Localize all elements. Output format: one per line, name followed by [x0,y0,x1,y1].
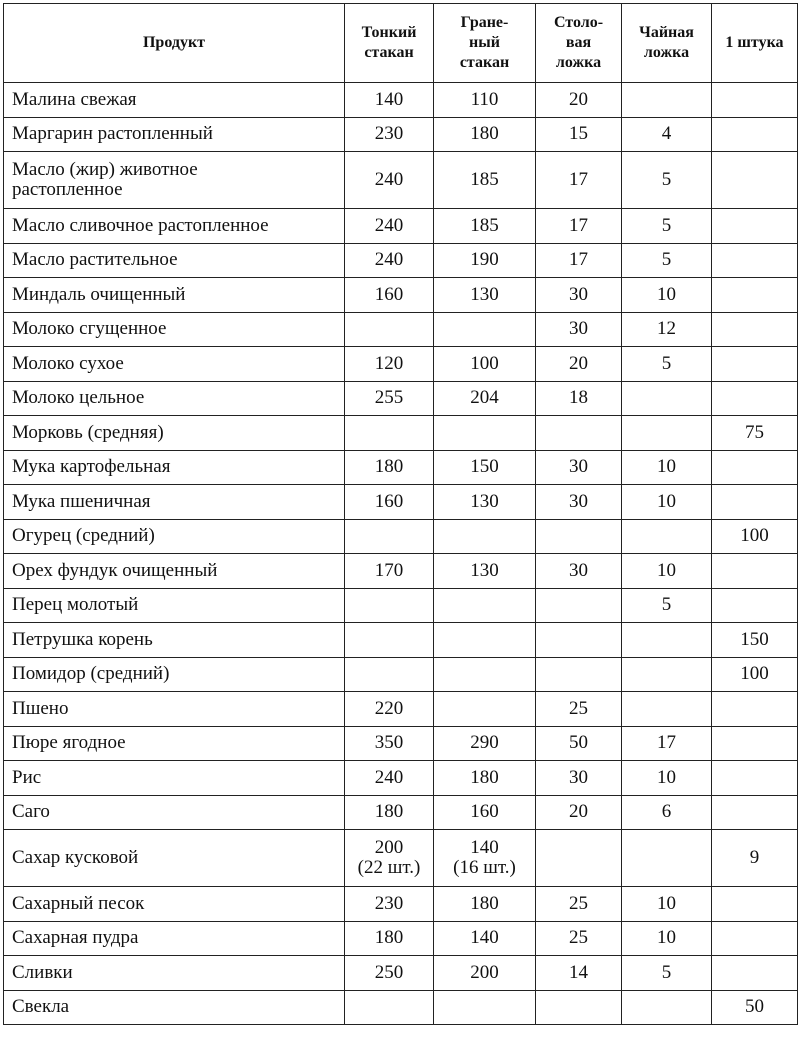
cell-thin: 180 [345,450,434,485]
table-row [4,657,798,692]
cell-tsp [622,657,712,692]
cell-thin [345,623,434,658]
header-product: Продукт [4,4,345,83]
cell-tsp: 10 [622,554,712,589]
cell-faceted: 180 [434,887,536,922]
cell-tbsp: 15 [536,117,622,152]
table-row [4,795,798,830]
table-row [4,830,798,887]
table-row [4,887,798,922]
cell-tbsp [536,416,622,451]
cell-piece [712,726,798,761]
cell-thin [345,312,434,347]
cell-tbsp: 30 [536,312,622,347]
cell-note: (16 шт.) [453,857,516,878]
table-row [4,921,798,956]
cell-product: Мука пшеничная [4,485,345,520]
table-row [4,312,798,347]
cell-tbsp: 14 [536,956,622,991]
cell-product: Маргарин растопленный [4,117,345,152]
cell-piece [712,921,798,956]
cell-tsp: 5 [622,209,712,244]
cell-piece [712,450,798,485]
cell-tbsp: 25 [536,692,622,727]
cell-tsp [622,830,712,887]
cell-thin: 240 [345,761,434,796]
cell-faceted: 100 [434,347,536,382]
table-row [4,692,798,727]
cell-tbsp: 18 [536,381,622,416]
cell-thin [345,830,434,887]
cell-thin: 250 [345,956,434,991]
cell-tbsp: 30 [536,554,622,589]
cell-thin [345,519,434,554]
cell-thin [345,990,434,1025]
cell-piece [712,209,798,244]
cell-faceted: 180 [434,761,536,796]
cell-tbsp [536,588,622,623]
cell-piece [712,887,798,922]
cell-faceted: 200 [434,956,536,991]
cell-tsp: 10 [622,921,712,956]
cell-product: Орех фундук очищенный [4,554,345,589]
cell-product: Малина свежая [4,83,345,118]
cell-tbsp [536,623,622,658]
cell-faceted [434,623,536,658]
cell-thin: 240 [345,209,434,244]
table-row [4,519,798,554]
cell-thin: 170 [345,554,434,589]
header-one-piece: 1 штука [712,4,798,83]
cell-product: Сахарный песок [4,887,345,922]
table-row [4,623,798,658]
cell-tbsp: 30 [536,485,622,520]
cell-tsp: 6 [622,795,712,830]
cell-tbsp [536,990,622,1025]
table-row [4,990,798,1025]
measures-table [3,3,798,1025]
cell-thin: 160 [345,278,434,313]
cell-tbsp: 17 [536,152,622,209]
cell-product: Огурец (средний) [4,519,345,554]
cell-faceted: 130 [434,485,536,520]
cell-piece: 150 [712,623,798,658]
cell-product: Миндаль очищенный [4,278,345,313]
cell-value: 200 [374,837,404,858]
cell-tbsp: 30 [536,450,622,485]
cell-tbsp: 50 [536,726,622,761]
cell-tbsp [536,830,622,887]
table-row [4,209,798,244]
table-row [4,243,798,278]
cell-thin: 255 [345,381,434,416]
cell-product: Морковь (средняя) [4,416,345,451]
cell-product: Перец молотый [4,588,345,623]
cell-product: Масло сливочное растопленное [4,209,345,244]
cell-faceted: 185 [434,152,536,209]
cell-piece [712,312,798,347]
cell-thin: 180 [345,795,434,830]
table-row [4,278,798,313]
cell-tsp [622,692,712,727]
cell-thin: 230 [345,887,434,922]
cell-faceted [434,692,536,727]
cell-piece [712,83,798,118]
cell-faceted: 204 [434,381,536,416]
cell-tbsp: 25 [536,921,622,956]
cell-tbsp: 20 [536,795,622,830]
table-row [4,83,798,118]
cell-piece [712,795,798,830]
cell-tbsp: 30 [536,761,622,796]
cell-tbsp: 20 [536,347,622,382]
cell-product: Сахар кусковой [4,830,345,887]
cell-piece [712,692,798,727]
table-row [4,485,798,520]
cell-piece [712,347,798,382]
cell-tsp [622,83,712,118]
cell-tbsp: 25 [536,887,622,922]
cell-thin: 220 [345,692,434,727]
cell-piece [712,956,798,991]
cell-faceted [434,312,536,347]
cell-product: Масло растительное [4,243,345,278]
cell-tsp: 5 [622,588,712,623]
cell-tbsp [536,519,622,554]
cell-thin [345,416,434,451]
cell-product: Молоко цельное [4,381,345,416]
cell-piece [712,152,798,209]
table-row [4,726,798,761]
cell-thin: 140 [345,83,434,118]
measures-table-wrapper [3,3,798,1025]
cell-tsp: 5 [622,152,712,209]
cell-tsp [622,623,712,658]
cell-tbsp: 17 [536,209,622,244]
cell-tsp [622,990,712,1025]
table-row [4,554,798,589]
cell-tbsp: 30 [536,278,622,313]
cell-tsp: 10 [622,761,712,796]
cell-thin: 240 [345,243,434,278]
cell-product: Сливки [4,956,345,991]
cell-piece: 9 [712,830,798,887]
cell-tsp: 17 [622,726,712,761]
cell-tsp: 10 [622,485,712,520]
cell-tsp: 5 [622,347,712,382]
header-thin-glass: Тонкий стакан [345,4,434,83]
cell-tbsp [536,657,622,692]
cell-piece [712,243,798,278]
cell-piece [712,761,798,796]
cell-faceted: 140 [434,921,536,956]
cell-piece [712,381,798,416]
cell-thin: 230 [345,117,434,152]
table-row [4,117,798,152]
table-row [4,347,798,382]
cell-tsp [622,416,712,451]
table-row [4,450,798,485]
cell-piece [712,588,798,623]
cell-faceted: 130 [434,278,536,313]
cell-thin [345,588,434,623]
cell-tsp: 4 [622,117,712,152]
cell-faceted [434,657,536,692]
cell-thin [345,657,434,692]
cell-piece [712,554,798,589]
cell-tsp: 10 [622,278,712,313]
header-teaspoon: Чайная ложка [622,4,712,83]
cell-piece [712,117,798,152]
cell-tbsp: 17 [536,243,622,278]
cell-product: Свекла [4,990,345,1025]
cell-product: Рис [4,761,345,796]
header-faceted-glass: Гране- ный стакан [434,4,536,83]
cell-piece: 100 [712,519,798,554]
cell-faceted: 290 [434,726,536,761]
cell-faceted: 190 [434,243,536,278]
header-tablespoon: Столо- вая ложка [536,4,622,83]
cell-faceted: 110 [434,83,536,118]
table-row [4,381,798,416]
cell-product: Сахарная пудра [4,921,345,956]
cell-faceted [434,830,536,887]
cell-product: Петрушка корень [4,623,345,658]
table-row [4,588,798,623]
cell-tsp: 10 [622,887,712,922]
cell-product: Саго [4,795,345,830]
cell-tsp: 12 [622,312,712,347]
cell-thin: 120 [345,347,434,382]
cell-tsp: 5 [622,243,712,278]
cell-faceted: 180 [434,117,536,152]
cell-faceted [434,990,536,1025]
cell-faceted [434,588,536,623]
cell-product: Помидор (средний) [4,657,345,692]
cell-piece: 50 [712,990,798,1025]
table-row [4,152,798,209]
cell-piece: 75 [712,416,798,451]
cell-thin: 180 [345,921,434,956]
cell-tbsp: 20 [536,83,622,118]
cell-tsp: 10 [622,450,712,485]
cell-note: (22 шт.) [357,857,421,878]
cell-faceted: 185 [434,209,536,244]
cell-thin: 160 [345,485,434,520]
cell-piece [712,485,798,520]
table-row [4,416,798,451]
cell-piece: 100 [712,657,798,692]
cell-faceted [434,416,536,451]
cell-tsp: 5 [622,956,712,991]
cell-faceted [434,519,536,554]
cell-tsp [622,381,712,416]
cell-tsp [622,519,712,554]
cell-faceted: 150 [434,450,536,485]
cell-piece [712,278,798,313]
cell-product: Масло (жир) животное растопленное [4,152,345,209]
table-row [4,761,798,796]
cell-faceted: 130 [434,554,536,589]
cell-product: Молоко сгущенное [4,312,345,347]
table-row [4,956,798,991]
cell-thin: 240 [345,152,434,209]
cell-product: Пшено [4,692,345,727]
header-row [4,4,798,83]
cell-faceted: 160 [434,795,536,830]
cell-product: Пюре ягодное [4,726,345,761]
cell-value: 140 [470,837,499,858]
cell-thin: 350 [345,726,434,761]
cell-product: Молоко сухое [4,347,345,382]
cell-product: Мука картофельная [4,450,345,485]
